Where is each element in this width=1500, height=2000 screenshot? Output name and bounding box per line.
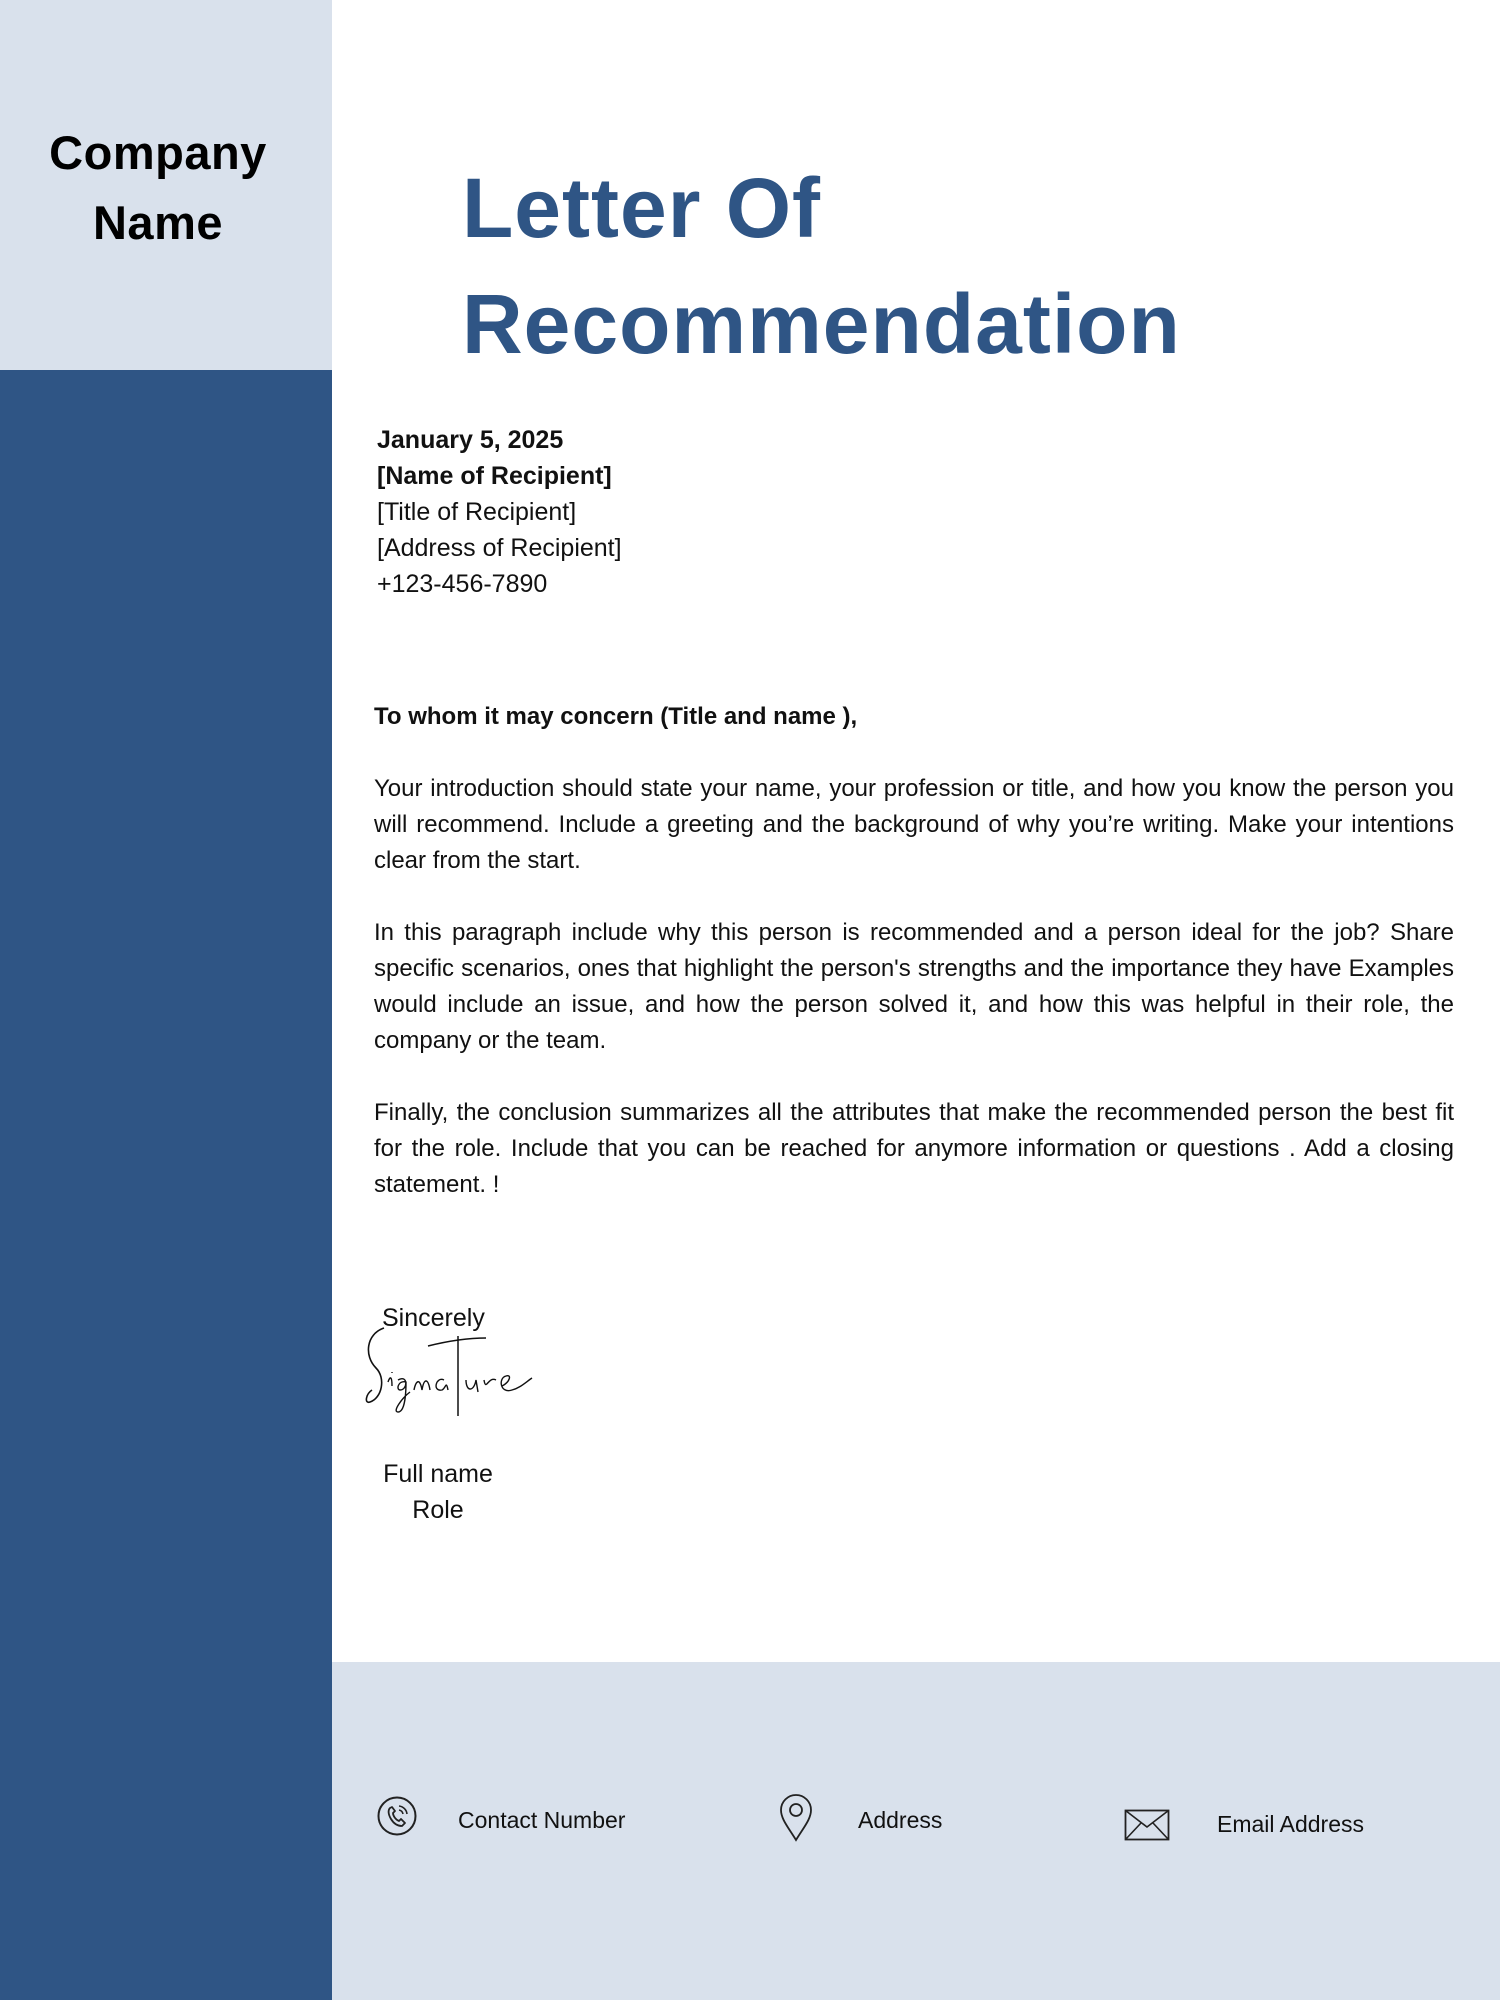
title-line2: Recommendation [462,277,1181,371]
recipient-name: [Name of Recipient] [377,462,612,490]
email-label: Email Address [1217,1811,1365,1837]
letter-date: January 5, 2025 [377,426,564,454]
valediction: Sincerely [382,1304,485,1332]
recipient-address-block [377,422,977,602]
company-name-line1: Company [49,126,267,179]
paragraph-conclusion: Finally, the conclusion summarizes all the attributes that make the recommended person the best fit for the role. Include that you can be reached for anymore information or questions . Add a closing statement. ! [374,1099,1454,1198]
contact-number-label: Contact Number [458,1807,626,1833]
page-title [462,150,1362,382]
signer-full-name: Full name [383,1460,493,1488]
recipient-address: [Address of Recipient] [377,534,622,562]
sidebar-accent-panel [0,370,332,2000]
phone-icon [376,1795,418,1837]
paragraph-introduction: Your introduction should state your name, your profession or title, and how you know the person you will recommend. Include a greeting and the background of why you’re writing. Make your intentions clear from the start. [374,775,1454,874]
recipient-title: [Title of Recipient] [377,498,577,526]
company-name-line2: Name [92,196,223,249]
address-label: Address [858,1807,943,1833]
title-line1: Letter Of [462,161,822,255]
company-name [0,118,316,258]
signature-image [362,1316,542,1416]
recipient-phone: +123-456-7890 [377,570,548,598]
salutation: To whom it may concern (Title and name ), [374,703,858,730]
paragraph-recommendation: In this paragraph include why this person is recommended and a person ideal for the job? Share specific scenarios, ones that highlight the person's strengths and the importance they have Examples would include an issue, and how the person solved it, and how this was helpful in their role, the company or the team. [374,919,1454,1054]
location-pin-icon [778,1793,814,1843]
signer-block [378,1456,498,1528]
envelope-icon [1124,1809,1170,1843]
signer-role: Role [412,1496,464,1524]
